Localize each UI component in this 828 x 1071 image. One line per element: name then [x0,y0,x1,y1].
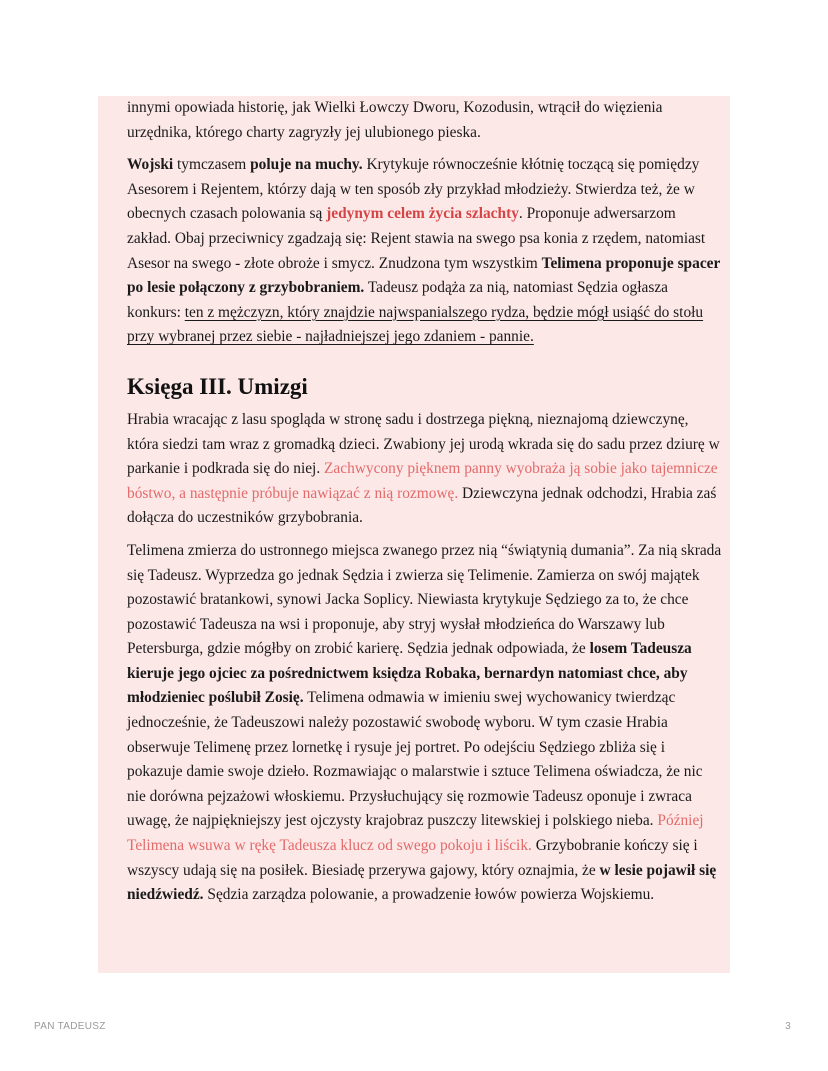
bold-wojski: Wojski [127,156,174,174]
highlight-szlachta: jedynym celem życia szlachty [326,205,519,223]
bold-muchy: poluje na muchy. [250,156,363,174]
paragraph-hrabia: Hrabia wracając z lasu spogląda w stronę sadu i dostrzega piękną, nieznajomą dziewczynę, która siedzi tam wraz z gromadką dzieci. Zwabiony jej urodą wkrada się do sadu przez dziurę w parkanie i podkrada się do niej. Zachwycony pięknem panny wyobraża ją sobie jako tajemnicze bóstwo, a następnie próbuje nawiązać z nią rozmowę. Dziewczyna jednak odchodzi, Hrabia zaś dołącza do uczestników grzybobrania. [127,410,720,527]
page-number: 3 [785,1021,791,1032]
paragraph-telimena: Telimena zmierza do ustronnego miejsca zwanego przez nią “świątynią dumania”. Za nią skrada się Tadeusz. Wyprzedza go jednak Sędzia i zwierza się Telimenie. Zamierza on swój majątek pozostawić bratankowi, synowi Jacka Soplicy. Niewiasta krytykuje Sędziego za to, że chce pozostawić Tadeusza na wsi i proponuje, aby stryj wysłał młodzieńca do Warszawy lub Petersburga, gdzie mógłby on zrobić karierę. Sędzia jednak odpowiada, że losem Tadeusza kieruje jego ojciec za pośrednictwem księdza Robaka, bernardyn natomiast chce, aby młodzieniec poślubił Zosię. Telimena odmawia w imieniu swej wychowanicy twierdząc jednocześnie, że Tadeuszowi należy pozostawić swobodę wyboru. W tym czasie Hrabia obserwuje Telimenę przez lornetkę i rysuje jej portret. Po odejściu Sędziego zbliża się i pokazuje damie swoje dzieło. Rozmawiając o malarstwie i sztuce Telimena oświadcza, że nic nie dorówna pejzażowi włoskiemu. Przysłuchujący się rozmowie Tadeusz oponuje i zwraca uwagę, że najpiękniejszy jest ojczysty krajobraz puszczy litewskiej i polskiego nieba. Później Telimena wsuwa w rękę Tadeusza klucz od swego pokoju i liścik. Grzybobranie kończy się i wszyscy udają się na posiłek. Biesiadę przerywa gajowy, który oznajmia, że w lesie pojawił się niedźwiedź. Sędzia zarządza polowanie, a prowadzenie łowów powierza Wojskiemu. [127,541,722,904]
footer-title: PAN TADEUSZ [34,1021,106,1032]
bold-telimena-spacer: Telimena proponuje spacer po lesie połączony z grzybobraniem. [127,254,721,297]
highlight-zachwycony: Zachwycony pięknem panny wyobraża ją sobie jako tajemnicze bóstwo, a następnie próbuje nawiązać z nią rozmowę. [127,460,718,502]
paragraph-kozodusin: innymi opowiada historię, jak Wielki Łowczy Dworu, Kozodusin, wtrącił do więzienia urzędnika, którego charty zagryzły jej ulubionego pieska. [127,99,663,141]
section-heading: Księga III. Umizgi [127,373,308,399]
document-body [127,96,723,916]
highlight-klucz: Później Telimena wsuwa w rękę Tadeusza klucz od swego pokoju i liścik. [127,812,704,855]
bold-niedzwiedz: w lesie pojawił się niedźwiedź. [127,861,717,904]
underlined-konkurs: ten z mężczyzn, który znajdzie najwspanialszego rydza, będzie mógł usiąść do stołu przy wybranej przez siebie - najładniejszej jego zdaniem - pannie. [127,303,704,346]
paragraph-wojski: Wojski tymczasem poluje na muchy. Krytykuje równocześnie kłótnię toczącą się pomiędzy Asesorem i Rejentem, którzy dają w ten sposób zły przykład młodzieży. Stwierdza też, że w obecnych czasach polowania są jedynym celem życia szlachty. Proponuje adwersarzom zakład. Obaj przeciwnicy zgadzają się: Rejent stawia na swego psa konia z rzędem, natomiast Asesor na swego - złote obroże i smycz. Znudzona tym wszystkim Telimena proponuje spacer po lesie połączony z grzybobraniem. Tadeusz podąża za nią, natomiast Sędzia ogłasza konkurs: ten z mężczyzn, który znajdzie najwspanialszego rydza, będzie mógł usiąść do stołu przy wybranej przez siebie - najładniejszej jego zdaniem - pannie. [127,156,721,346]
bold-losem-tadeusza: losem Tadeusza kieruje jego ojciec za pośrednictwem księdza Robaka, bernardyn natomiast chce, aby młodzieniec poślubił Zosię. [127,640,692,707]
